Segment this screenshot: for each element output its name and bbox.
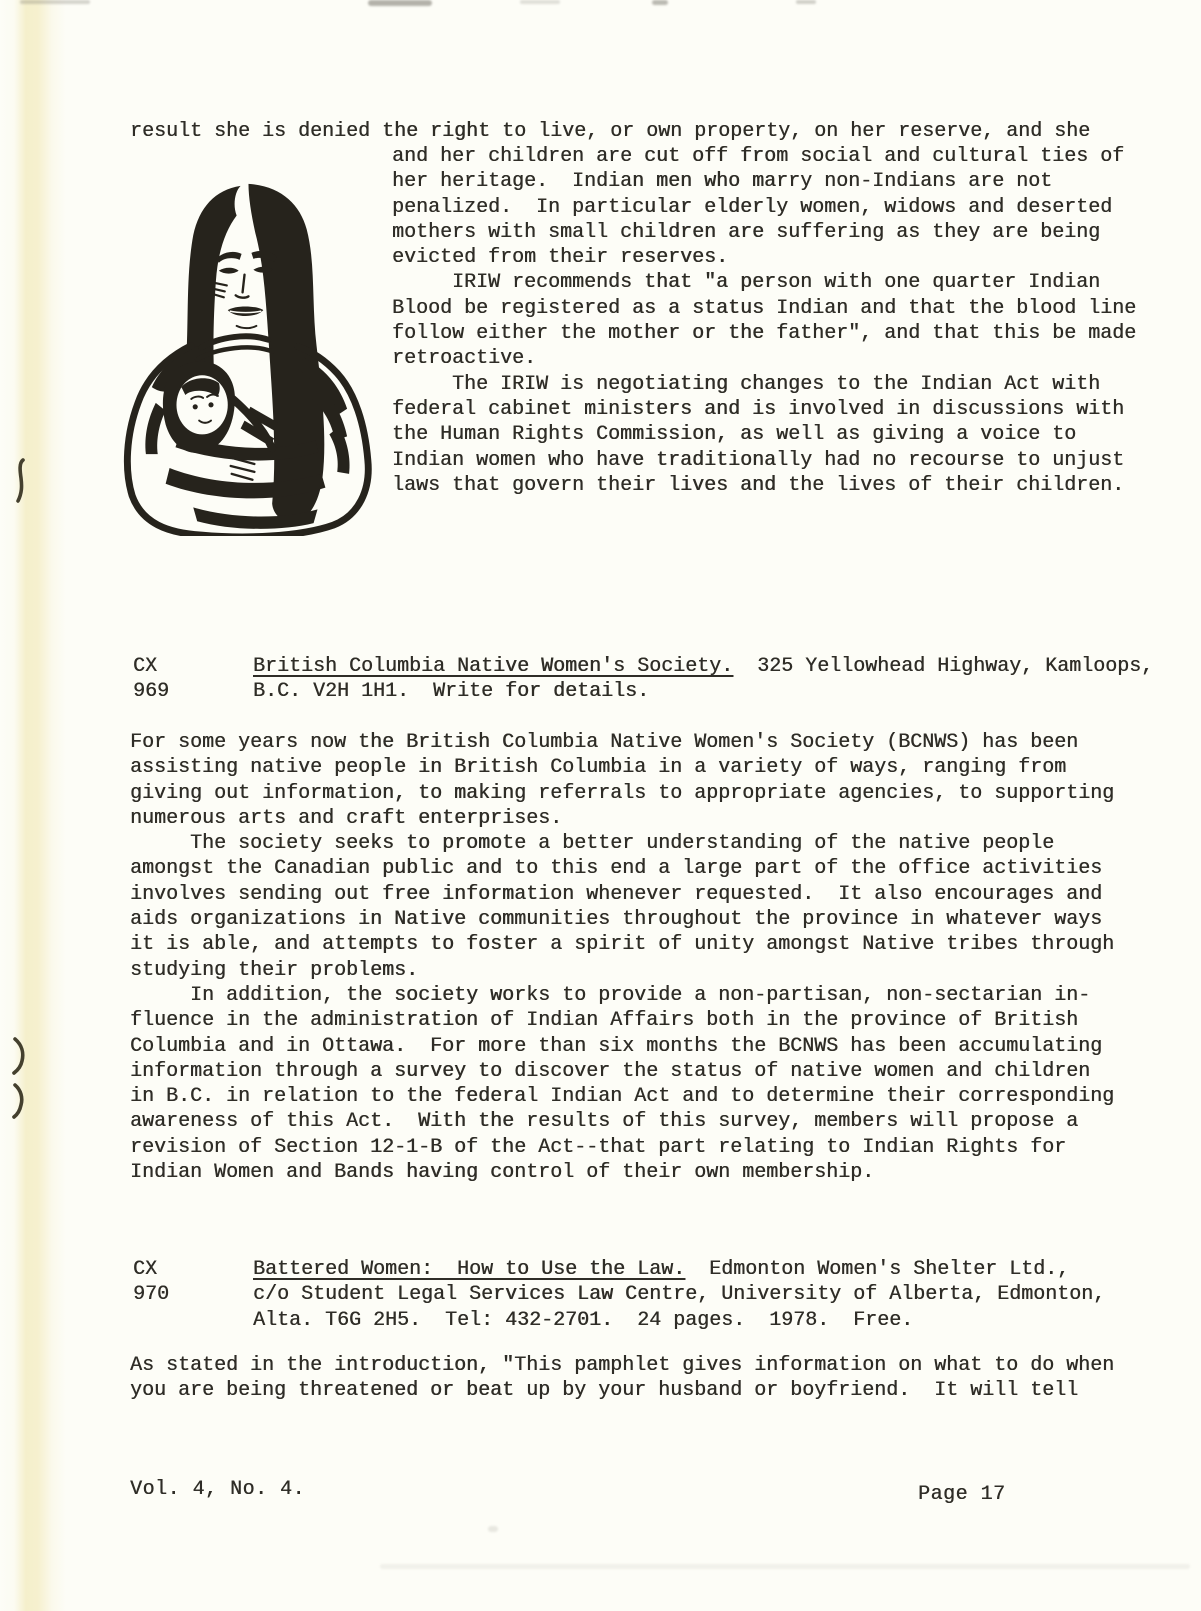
text-line: The society seeks to promote a better understanding of the native people <box>130 832 1055 856</box>
bcnws-article <box>130 730 1114 1185</box>
scan-smudge <box>652 0 668 5</box>
intro-first-line: result she is denied the right to live, or own property, on her reserve, and she <box>130 120 1091 143</box>
text-line: the Human Rights Commission, as well as giving a voice to <box>392 423 1077 447</box>
text-line: laws that govern their lives and the lives of their children. <box>392 473 1125 497</box>
text-line: fluence in the administration of Indian Affairs both in the province of British <box>130 1009 1079 1033</box>
entry-title-line <box>253 654 1153 679</box>
binding-mark <box>12 1083 28 1119</box>
binding-mark <box>12 1037 28 1075</box>
text-line: Indian women who have traditionally had no recourse to unjust <box>392 448 1125 472</box>
text-line: her heritage. Indian men who marry non-Indians are not <box>392 170 1053 194</box>
entry-detail-lines <box>253 679 1153 704</box>
text-line: amongst the Canadian public and to this end a large part of the office activities <box>130 857 1103 881</box>
entry-title-rest: Edmonton Women's Shelter Ltd., <box>685 1258 1070 1281</box>
text-line: Columbia and in Ottawa. For more than six months the BCNWS has been accumulating <box>130 1034 1103 1058</box>
mother-and-child-illustration <box>116 176 378 536</box>
text-line: In addition, the society works to provide a non-partisan, non-sectarian in- <box>130 983 1091 1007</box>
text-line: in B.C. in relation to the federal Indian Act and to determine their corresponding <box>130 1085 1115 1109</box>
text-line: The IRIW is negotiating changes to the Indian Act with <box>392 372 1101 396</box>
scan-smudge <box>368 0 432 6</box>
text-line: studying their problems. <box>130 958 419 982</box>
entry-title: Battered Women: How to Use the Law. <box>253 1258 686 1281</box>
text-line: assisting native people in British Columbia in a variety of ways, ranging from <box>130 756 1067 780</box>
text-line: Alta. T6G 2H5. Tel: 432-2701. 24 pages. 1978. Free. <box>253 1308 914 1332</box>
text-line: giving out information, to making referrals to appropriate agencies, to supporting <box>130 781 1115 805</box>
text-line: awareness of this Act. With the results of this survey, members will propose a <box>130 1110 1079 1134</box>
text-line: As stated in the introduction, "This pamphlet gives information on what to do when <box>130 1354 1115 1377</box>
entry-title: British Columbia Native Women's Society. <box>253 655 734 678</box>
text-line: federal cabinet ministers and is involved in discussions with <box>392 397 1125 421</box>
text-line: IRIW recommends that "a person with one quarter Indian <box>392 271 1101 295</box>
footer-volume: Vol. 4, No. 4. <box>130 1478 306 1501</box>
entry-code-column <box>133 654 169 705</box>
text-line: follow either the mother or the father", and that this be made <box>392 322 1137 346</box>
entry-code: CX <box>133 1258 158 1281</box>
entry-title-line <box>253 1257 1105 1282</box>
text-line: aids organizations in Native communities throughout the province in whatever ways <box>130 908 1103 932</box>
intro-wrapped-text <box>392 144 1136 498</box>
entry-detail-lines <box>253 1282 1105 1333</box>
text-line: numerous arts and craft enterprises. <box>130 806 563 830</box>
footer-page-number: Page 17 <box>918 1483 1006 1506</box>
entry-code: CX <box>133 655 158 678</box>
text-line: you are being threatened or beat up by your husband or boyfriend. It will tell <box>130 1379 1079 1403</box>
text-line: For some years now the British Columbia Native Women's Society (BCNWS) has been <box>130 731 1079 754</box>
entry-code-column <box>133 1257 169 1308</box>
entry-title-rest: 325 Yellowhead Highway, Kamloops, <box>733 655 1154 678</box>
text-line: revision of Section 12-1-B of the Act--that part relating to Indian Rights for <box>130 1135 1067 1159</box>
text-line: and her children are cut off from social and cultural ties of <box>392 145 1125 168</box>
text-line: evicted from their reserves. <box>392 246 729 270</box>
text-line: B.C. V2H 1H1. Write for details. <box>253 680 650 704</box>
entry-number: 969 <box>133 680 170 704</box>
scan-smudge <box>488 1526 498 1532</box>
text-line: Indian Women and Bands having control of their own membership. <box>130 1161 875 1185</box>
scan-smudge <box>20 0 90 4</box>
text-line: involves sending out free information whenever requested. It also encourages and <box>130 882 1103 906</box>
text-line: information through a survey to discover the status of native women and children <box>130 1059 1091 1083</box>
closing-paragraph <box>130 1353 1114 1404</box>
text-line: mothers with small children are suffering as they are being <box>392 220 1101 244</box>
text-line: penalized. In particular elderly women, widows and deserted <box>392 195 1113 219</box>
entry-body <box>253 1257 1105 1333</box>
scan-smudge <box>520 0 560 4</box>
text-line: c/o Student Legal Services Law Centre, University of Alberta, Edmonton, <box>253 1283 1106 1307</box>
scan-smudge <box>796 0 816 4</box>
scan-smudge <box>380 1564 1190 1569</box>
binding-mark <box>14 458 30 504</box>
entry-number: 970 <box>133 1283 170 1307</box>
text-line: retroactive. <box>392 347 537 371</box>
text-line: it is able, and attempts to foster a spirit of unity amongst Native tribes through <box>130 933 1115 957</box>
text-line: Blood be registered as a status Indian and that the blood line <box>392 296 1137 320</box>
entry-body <box>253 654 1153 705</box>
